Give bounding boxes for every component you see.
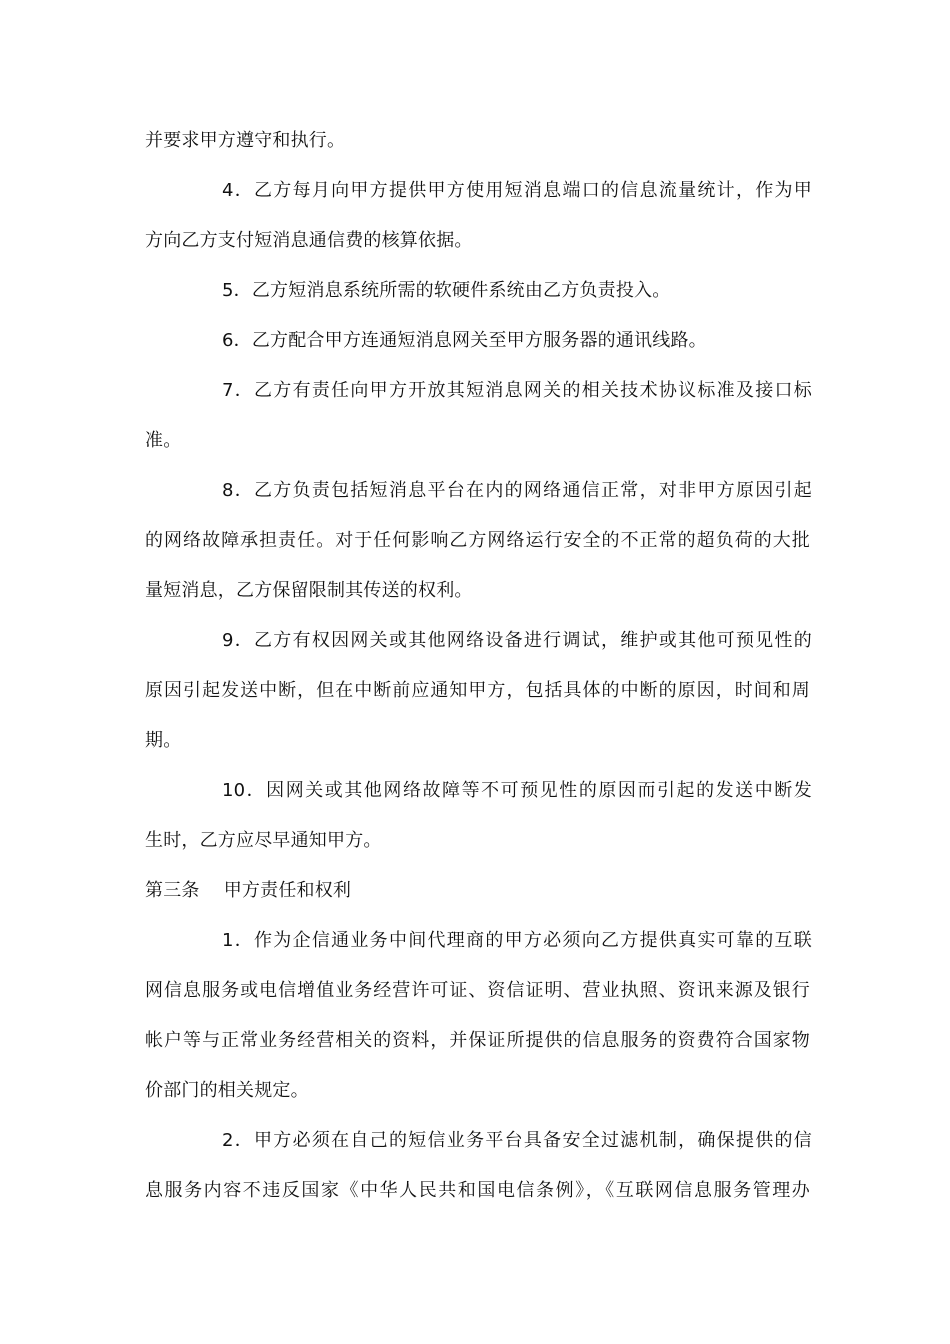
paragraph-line: 方向乙方支付短消息通信费的核算依据。	[145, 230, 473, 251]
paragraph-line: 的网络故障承担责任。对于任何影响乙方网络运行安全的不正常的超负荷的大批	[145, 530, 810, 551]
paragraph-line: 息服务内容不违反国家《中华人民共和国电信条例》，《互联网信息服务管理办	[145, 1180, 810, 1201]
paragraph-line: 期。	[145, 730, 182, 751]
paragraph-line: 网信息服务或电信增值业务经营许可证、资信证明、营业执照、资讯来源及银行	[145, 980, 810, 1001]
paragraph-line: 生时，乙方应尽早通知甲方。	[145, 830, 382, 851]
paragraph-line: 量短消息，乙方保留限制其传送的权利。	[145, 580, 473, 601]
paragraph-line: 原因引起发送中断，但在中断前应通知甲方，包括具体的中断的原因，时间和周	[145, 680, 810, 701]
paragraph-line: 5．乙方短消息系统所需的软硬件系统由乙方负责投入。	[222, 280, 671, 301]
paragraph-line: 10．因网关或其他网络故障等不可预见性的原因而引起的发送中断发	[222, 780, 812, 801]
paragraph-line: 9．乙方有权因网关或其他网络设备进行调试，维护或其他可预见性的	[222, 630, 812, 651]
paragraph-line: 7．乙方有责任向甲方开放其短消息网关的相关技术协议标准及接口标	[222, 380, 812, 401]
paragraph-line: 帐户等与正常业务经营相关的资料，并保证所提供的信息服务的资费符合国家物	[145, 1030, 810, 1051]
paragraph-line: 8．乙方负责包括短消息平台在内的网络通信正常，对非甲方原因引起	[222, 480, 812, 501]
paragraph-line: 价部门的相关规定。	[145, 1080, 309, 1101]
paragraph-line: 4．乙方每月向甲方提供甲方使用短消息端口的信息流量统计，作为甲	[222, 180, 812, 201]
paragraph-line: 6．乙方配合甲方连通短消息网关至甲方服务器的通讯线路。	[222, 330, 707, 351]
paragraph-line: 并要求甲方遵守和执行。	[145, 130, 346, 151]
section-heading: 第三条 甲方责任和权利	[145, 880, 352, 901]
paragraph-line: 准。	[145, 430, 182, 451]
paragraph-line: 1．作为企信通业务中间代理商的甲方必须向乙方提供真实可靠的互联	[222, 930, 812, 951]
paragraph-line: 2．甲方必须在自己的短信业务平台具备安全过滤机制，确保提供的信	[222, 1130, 812, 1151]
